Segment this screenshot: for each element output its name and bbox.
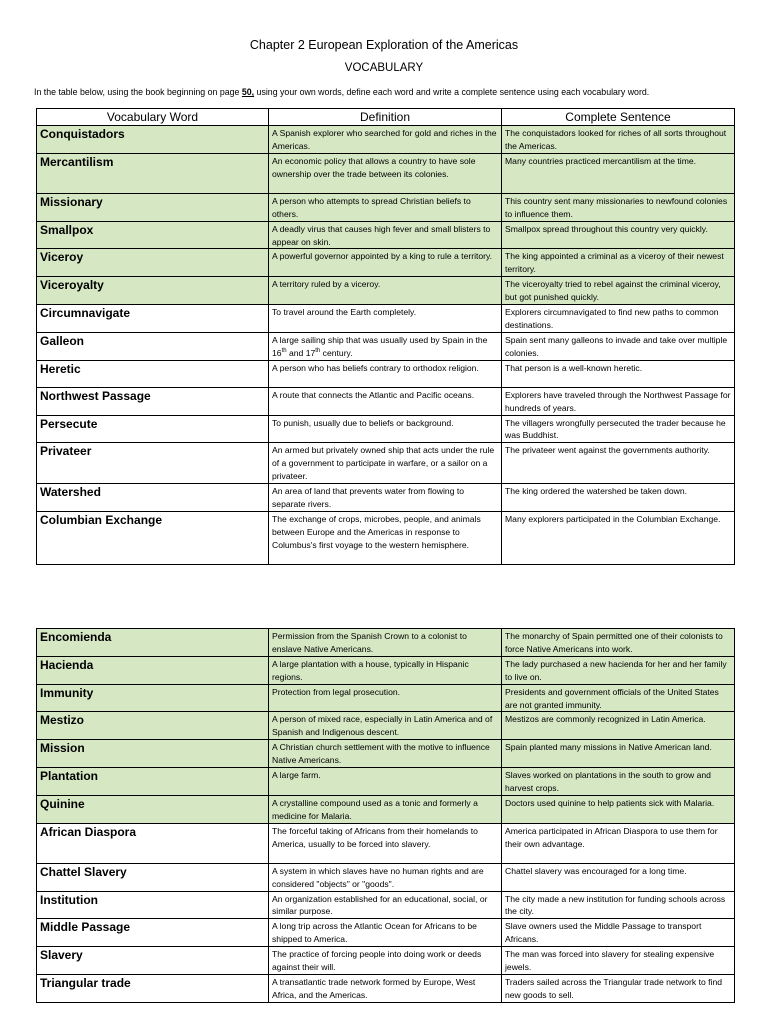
table-row (37, 332, 735, 360)
sentence-cell: Spain sent many galleons to invade and take over multiple colonies. (502, 332, 735, 360)
sentence-cell: That person is a well-known heretic. (502, 360, 735, 387)
table-row (37, 277, 735, 305)
table-row (37, 891, 735, 919)
vocab-word: Immunity (37, 684, 269, 712)
sentence-cell: The monarchy of Spain permitted one of their colonists to force Native Americans into work. (502, 629, 735, 657)
definition-cell: A route that connects the Atlantic and Pacific oceans. (269, 387, 502, 415)
definition-cell: An organization established for an educational, social, or similar purpose. (269, 891, 502, 919)
definition-cell: A Christian church settlement with the motive to influence Native Americans. (269, 740, 502, 768)
table-row (37, 193, 735, 221)
vocabulary-table-1 (36, 108, 735, 565)
vocab-word: Watershed (37, 484, 269, 512)
vocab-word: Middle Passage (37, 919, 269, 947)
sentence-cell: Many explorers participated in the Columbian Exchange. (502, 511, 735, 564)
table-row (37, 919, 735, 947)
vocab-word: Heretic (37, 360, 269, 387)
definition-text: A large sailing ship that was usually used by Spain in the 16 (272, 334, 488, 358)
table-row (37, 415, 735, 443)
vocab-word: Smallpox (37, 221, 269, 249)
definition-cell: An armed but privately owned ship that acts under the rule of a government to participate in warfare, or a sailor on a privateer. (269, 443, 502, 484)
vocab-word: Slavery (37, 947, 269, 975)
definition-cell: A long trip across the Atlantic Ocean for Africans to be shipped to America. (269, 919, 502, 947)
sentence-cell: The city made a new institution for funding schools across the city. (502, 891, 735, 919)
table-row (37, 795, 735, 823)
vocab-word: Chattel Slavery (37, 863, 269, 891)
definition-cell: Protection from legal prosecution. (269, 684, 502, 712)
table-row (37, 656, 735, 684)
table-row (37, 823, 735, 863)
definition-cell: Permission from the Spanish Crown to a colonist to enslave Native Americans. (269, 629, 502, 657)
vocab-word: Privateer (37, 443, 269, 484)
sentence-cell: Slave owners used the Middle Passage to transport Africans. (502, 919, 735, 947)
table-row (37, 863, 735, 891)
vocab-word: Viceroy (37, 249, 269, 277)
sentence-cell: Traders sailed across the Triangular trade network to find new goods to sell. (502, 974, 735, 1002)
table-row (37, 974, 735, 1002)
vocab-word: Encomienda (37, 629, 269, 657)
table-row (37, 511, 735, 564)
instructions-page-number: 50, (241, 87, 255, 97)
vocab-word: Galleon (37, 332, 269, 360)
vocab-word: African Diaspora (37, 823, 269, 863)
sentence-cell: The man was forced into slavery for stealing expensive jewels. (502, 947, 735, 975)
vocab-word: Mestizo (37, 712, 269, 740)
definition-text: and 17 (286, 347, 316, 358)
vocab-word: Quinine (37, 795, 269, 823)
table-row (37, 768, 735, 796)
definition-cell: An economic policy that allows a country to have sole ownership over the trade between its colonies. (269, 153, 502, 193)
table-row (37, 360, 735, 387)
sentence-cell: The conquistadors looked for riches of all sorts throughout the Americas. (502, 126, 735, 154)
table-row (37, 153, 735, 193)
sentence-cell: Explorers have traveled through the Northwest Passage for hundreds of years. (502, 387, 735, 415)
header-complete-sentence: Complete Sentence (502, 109, 735, 126)
definition-cell (269, 332, 502, 360)
definition-cell: The exchange of crops, microbes, people, and animals between Europe and the Americas in response to Columbus's first voyage to the western hemisphere. (269, 511, 502, 564)
instructions-text-before: In the table below, using the book beginning on page (34, 87, 242, 97)
sentence-cell: Explorers circumnavigated to find new paths to common destinations. (502, 305, 735, 333)
table-row (37, 305, 735, 333)
vocab-word: Conquistadors (37, 126, 269, 154)
vocab-word: Viceroyalty (37, 277, 269, 305)
sentence-cell: Spain planted many missions in Native American land. (502, 740, 735, 768)
vocab-word: Northwest Passage (37, 387, 269, 415)
header-vocabulary-word: Vocabulary Word (37, 109, 269, 126)
sentence-cell: The privateer went against the governments authority. (502, 443, 735, 484)
table-row (37, 126, 735, 154)
sentence-cell: The lady purchased a new hacienda for her and her family to live on. (502, 656, 735, 684)
table-row (37, 947, 735, 975)
sentence-cell: The king ordered the watershed be taken down. (502, 484, 735, 512)
ordinal-suffix: th (315, 347, 321, 354)
sentence-cell: Many countries practiced mercantilism at the time. (502, 153, 735, 193)
document-title: Chapter 2 European Exploration of the Americas (249, 38, 519, 52)
definition-text: century. (320, 347, 353, 358)
definition-cell: The practice of forcing people into doing work or deeds against their will. (269, 947, 502, 975)
vocab-word: Hacienda (37, 656, 269, 684)
vocab-word: Circumnavigate (37, 305, 269, 333)
table-row (37, 221, 735, 249)
definition-cell: A deadly virus that causes high fever and small blisters to appear on skin. (269, 221, 502, 249)
vocab-word: Institution (37, 891, 269, 919)
sentence-cell: The viceroyalty tried to rebel against the criminal viceroy, but got punished quickly. (502, 277, 735, 305)
definition-cell: To travel around the Earth completely. (269, 305, 502, 333)
sentence-cell: The villagers wrongfully persecuted the trader because he was Buddhist. (502, 415, 735, 443)
sentence-cell: Slaves worked on plantations in the south to grow and harvest crops. (502, 768, 735, 796)
definition-cell: A Spanish explorer who searched for gold and riches in the Americas. (269, 126, 502, 154)
definition-cell: A powerful governor appointed by a king to rule a territory. (269, 249, 502, 277)
table-row (37, 443, 735, 484)
vocab-word: Mercantilism (37, 153, 269, 193)
vocab-word: Missionary (37, 193, 269, 221)
sentence-cell: Chattel slavery was encouraged for a long time. (502, 863, 735, 891)
instructions-text-after: using your own words, define each word and write a complete sentence using each vocabulary word. (254, 87, 650, 97)
sentence-cell: Mestizos are commonly recognized in Latin America. (502, 712, 735, 740)
definition-cell: A person who attempts to spread Christian beliefs to others. (269, 193, 502, 221)
vocab-word: Persecute (37, 415, 269, 443)
table-row (37, 684, 735, 712)
table-row (37, 740, 735, 768)
definition-cell: A system in which slaves have no human rights and are considered "objects" or "goods". (269, 863, 502, 891)
vocab-word: Plantation (37, 768, 269, 796)
table-row (37, 249, 735, 277)
definition-cell: A crystalline compound used as a tonic and formerly a medicine for Malaria. (269, 795, 502, 823)
definition-cell: A transatlantic trade network formed by Europe, West Africa, and the Americas. (269, 974, 502, 1002)
header-row (37, 109, 735, 126)
table-row (37, 387, 735, 415)
definition-cell: The forceful taking of Africans from their homelands to America, usually to be forced into slavery. (269, 823, 502, 863)
header-definition: Definition (269, 109, 502, 126)
definition-cell: An area of land that prevents water from flowing to separate rivers. (269, 484, 502, 512)
sentence-cell: The king appointed a criminal as a viceroy of their newest territory. (502, 249, 735, 277)
vocab-word: Columbian Exchange (37, 511, 269, 564)
sentence-cell: Presidents and government officials of the United States are not granted immunity. (502, 684, 735, 712)
vocab-word: Triangular trade (37, 974, 269, 1002)
document-subtitle: VOCABULARY (344, 62, 424, 74)
table-row (37, 484, 735, 512)
table-row (37, 712, 735, 740)
sentence-cell: This country sent many missionaries to newfound colonies to influence them. (502, 193, 735, 221)
definition-cell: A territory ruled by a viceroy. (269, 277, 502, 305)
ordinal-suffix: th (281, 347, 287, 354)
sentence-cell: America participated in African Diaspora to use them for their own advantage. (502, 823, 735, 863)
definition-cell: A large farm. (269, 768, 502, 796)
vocabulary-table-2 (36, 628, 735, 1003)
definition-cell: A large plantation with a house, typically in Hispanic regions. (269, 656, 502, 684)
instructions (34, 87, 754, 97)
sentence-cell: Smallpox spread throughout this country very quickly. (502, 221, 735, 249)
table-row (37, 629, 735, 657)
sentence-cell: Doctors used quinine to help patients sick with Malaria. (502, 795, 735, 823)
definition-cell: A person who has beliefs contrary to orthodox religion. (269, 360, 502, 387)
definition-cell: A person of mixed race, especially in Latin America and of Spanish and Indigenous descent. (269, 712, 502, 740)
vocab-word: Mission (37, 740, 269, 768)
definition-cell: To punish, usually due to beliefs or background. (269, 415, 502, 443)
